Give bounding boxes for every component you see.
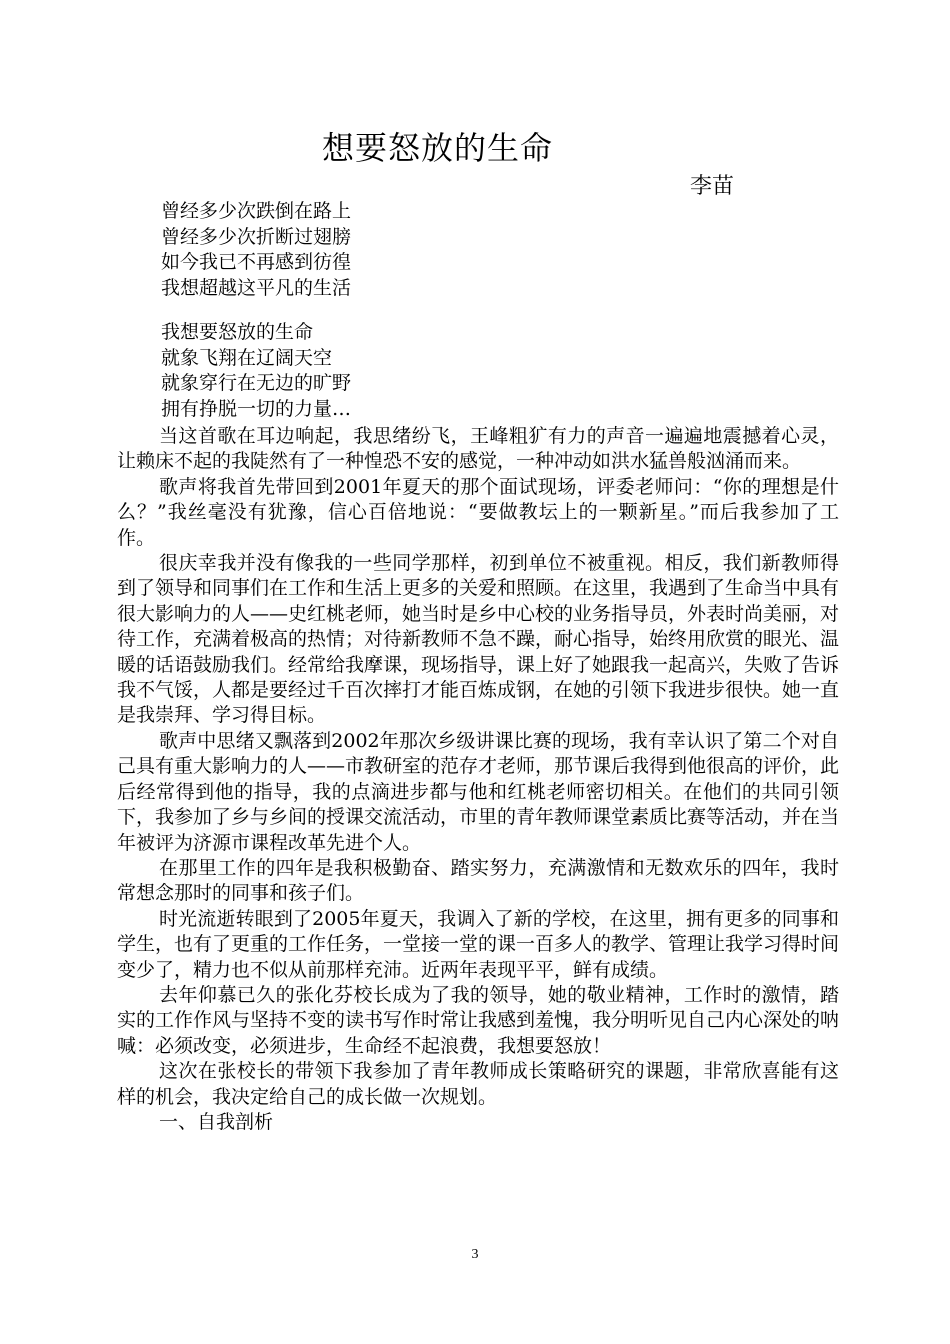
poem-line: 拥有挣脱一切的力量… bbox=[161, 398, 352, 421]
paragraph: 歌声将我首先带回到2001年夏天的那个面试现场，评委老师问：“你的理想是什么？”我丝毫没有犹豫，信心百倍地说：“要做教坛上的一颗新星。”而后我参加了工作。 bbox=[117, 475, 839, 549]
poem-stanza-2 bbox=[161, 320, 761, 423]
poem-line: 就象飞翔在辽阔天空 bbox=[161, 346, 333, 369]
document-title: 想要怒放的生命 bbox=[321, 129, 553, 167]
poem-line: 曾经多少次折断过翅膀 bbox=[161, 225, 352, 248]
paragraph: 很庆幸我并没有像我的一些同学那样，初到单位不被重视。相反，我们新教师得到了领导和同事们在工作和生活上更多的关爱和照顾。在这里，我遇到了生命当中具有很大影响力的人——史红桃老师，她当时是乡中心校的业务指导员，外表时尚美丽，对待工作，充满着极高的热情；对待新教师不急不躁，耐心指导，始终用欣赏的眼光、温暖的话语鼓励我们。经常给我摩课，现场指导，课上好了她跟我一起高兴，失败了告诉我不气馁，人都是要经过千百次摔打才能百炼成钢，在她的引领下我进步很快。她一直是我崇拜、学习得目标。 bbox=[117, 552, 840, 727]
paragraph: 当这首歌在耳边响起，我思绪纷飞，王峰粗犷有力的声音一遍遍地震撼着心灵，让赖床不起的我陡然有了一种惶恐不安的感觉，一种冲动如洪水猛兽般汹涌而来。 bbox=[117, 425, 839, 473]
poem-line: 我想超越这平凡的生活 bbox=[161, 277, 352, 300]
page-number: 3 bbox=[471, 1247, 479, 1262]
poem-line: 如今我已不再感到彷徨 bbox=[161, 251, 352, 274]
author-name: 李苗 bbox=[690, 174, 735, 199]
body-text bbox=[117, 424, 839, 1135]
paragraph: 这次在张校长的带领下我参加了青年教师成长策略研究的课题，非常欣喜能有这样的机会，我决定给自己的成长做一次规划。 bbox=[117, 1060, 839, 1108]
paragraph: 时光流逝转眼到了2005年夏天，我调入了新的学校，在这里，拥有更多的同事和学生，也有了更重的工作任务，一堂接一堂的课一百多人的教学、管理让我学习得时间变少了，精力也不似从前那样充沛。近两年表现平平，鲜有成绩。 bbox=[117, 907, 840, 981]
paragraph: 去年仰慕已久的张化芬校长成为了我的领导，她的敬业精神，工作时的激情，踏实的工作作风与坚持不变的读书写作时常让我感到羞愧，我分明听见自己内心深处的呐喊：必须改变，必须进步，生命经不起浪费，我想要怒放！ bbox=[117, 983, 840, 1057]
poem-line: 曾经多少次跌倒在路上 bbox=[161, 200, 352, 222]
paragraph: 歌声中思绪又飘落到2002年那次乡级讲课比赛的现场，我有幸认识了第二个对自己具有重大影响力的人——市教研室的范存才老师，那节课后我得到他很高的评价，此后经常得到他的指导，我的点滴进步都与他和红桃老师密切相关。在他们的共同引领下，我参加了乡与乡间的授课交流活动，市里的青年教师课堂素质比赛等活动，并在当年被评为济源市课程改革先进个人。 bbox=[117, 729, 840, 854]
section-heading: 一、自我剖析 bbox=[159, 1110, 274, 1133]
poem-line: 就象穿行在无边的旷野 bbox=[161, 372, 352, 395]
poem-stanza-1 bbox=[161, 199, 761, 302]
poem-line: 我想要怒放的生命 bbox=[161, 321, 314, 343]
paragraph: 在那里工作的四年是我积极勤奋、踏实努力，充满激情和无数欢乐的四年，我时常想念那时的同事和孩子们。 bbox=[117, 856, 839, 905]
